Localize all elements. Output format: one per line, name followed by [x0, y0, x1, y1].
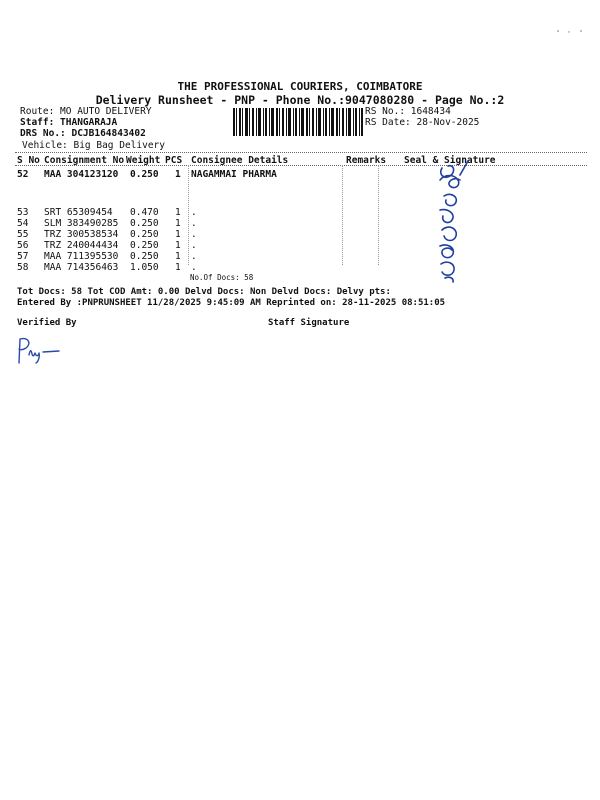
staff-label: Staff: THANGARAJA	[20, 117, 118, 128]
col-remarks: Remarks	[346, 155, 387, 166]
row-details: .	[191, 240, 197, 251]
row-pcs: 1	[175, 207, 181, 218]
row-weight: 0.250	[130, 169, 159, 180]
row-sno: 55	[17, 229, 29, 240]
handwritten-signature	[430, 160, 475, 285]
row-pcs: 1	[175, 251, 181, 262]
col-pcs: PCS	[165, 155, 183, 166]
row-sno: 56	[17, 240, 29, 251]
company-title: THE PROFESSIONAL COURIERS, COIMBATORE	[177, 80, 423, 93]
row-details: .	[191, 207, 197, 218]
row-consignment: TRZ 300538534	[44, 229, 119, 240]
col-sno: S No	[17, 155, 40, 166]
row-consignment: SLM 383490285	[44, 218, 119, 229]
row-consignment: MAA 711395530	[44, 251, 119, 262]
totals-line: Tot Docs: 58 Tot COD Amt: 0.00 Delvd Docs: Non Delvd Docs: Delvy pts:	[17, 287, 391, 297]
row-pcs: 1	[175, 262, 181, 273]
verifier-initials	[15, 335, 65, 365]
column-divider	[378, 165, 379, 265]
barcode	[233, 108, 363, 136]
row-consignment: MAA 304123120	[44, 169, 119, 180]
row-consignment: SRT 65309454	[44, 207, 113, 218]
row-sno: 57	[17, 251, 29, 262]
row-pcs: 1	[175, 229, 181, 240]
row-details: .	[191, 229, 197, 240]
row-details: .	[191, 218, 197, 229]
row-sno: 54	[17, 218, 29, 229]
header-bottom-rule	[15, 165, 587, 166]
row-sno: 58	[17, 262, 29, 273]
header-top-rule	[15, 152, 587, 153]
vehicle-label: Vehicle: Big Bag Delivery	[22, 140, 165, 151]
col-consignment: Consignment No	[44, 155, 125, 166]
row-weight: 0.250	[130, 218, 159, 229]
row-weight: 0.250	[130, 251, 159, 262]
row-consignment: MAA 714356463	[44, 262, 119, 273]
row-weight: 0.250	[130, 240, 159, 251]
rs-date: RS Date: 28-Nov-2025	[365, 117, 480, 128]
row-pcs: 1	[175, 240, 181, 251]
verified-by-label: Verified By	[17, 318, 77, 328]
col-weight: Weight	[126, 155, 161, 166]
col-seal-signature: Seal & Signature	[404, 155, 496, 166]
row-weight: 1.050	[130, 262, 159, 273]
row-details: .	[191, 251, 197, 262]
drs-number: DRS No.: DCJB164843402	[20, 128, 146, 139]
row-consignment: TRZ 240044434	[44, 240, 119, 251]
row-pcs: 1	[175, 218, 181, 229]
route-label: Route: MO AUTO DELIVERY	[20, 106, 152, 117]
no-of-docs: No.Of Docs: 58	[190, 273, 254, 282]
entered-by-line: Entered By :PNPRUNSHEET 11/28/2025 9:45:09 AM Reprinted on: 28-11-2025 08:51:05	[17, 298, 446, 308]
column-divider	[188, 165, 189, 265]
col-consignee-details: Consignee Details	[191, 155, 289, 166]
row-details: NAGAMMAI PHARMA	[191, 169, 277, 180]
row-sno: 53	[17, 207, 29, 218]
row-sno: 52	[17, 169, 29, 180]
rs-number: RS No.: 1648434	[365, 106, 451, 117]
row-pcs: 1	[175, 169, 181, 180]
scan-speck-marks	[555, 28, 585, 34]
staff-signature-label: Staff Signature	[268, 318, 350, 328]
runsheet-subtitle: Delivery Runsheet - PNP - Phone No.:9047080280 - Page No.:2	[95, 93, 505, 107]
row-weight: 0.250	[130, 229, 159, 240]
column-divider	[342, 165, 343, 265]
row-details: .	[191, 262, 197, 273]
row-weight: 0.470	[130, 207, 159, 218]
